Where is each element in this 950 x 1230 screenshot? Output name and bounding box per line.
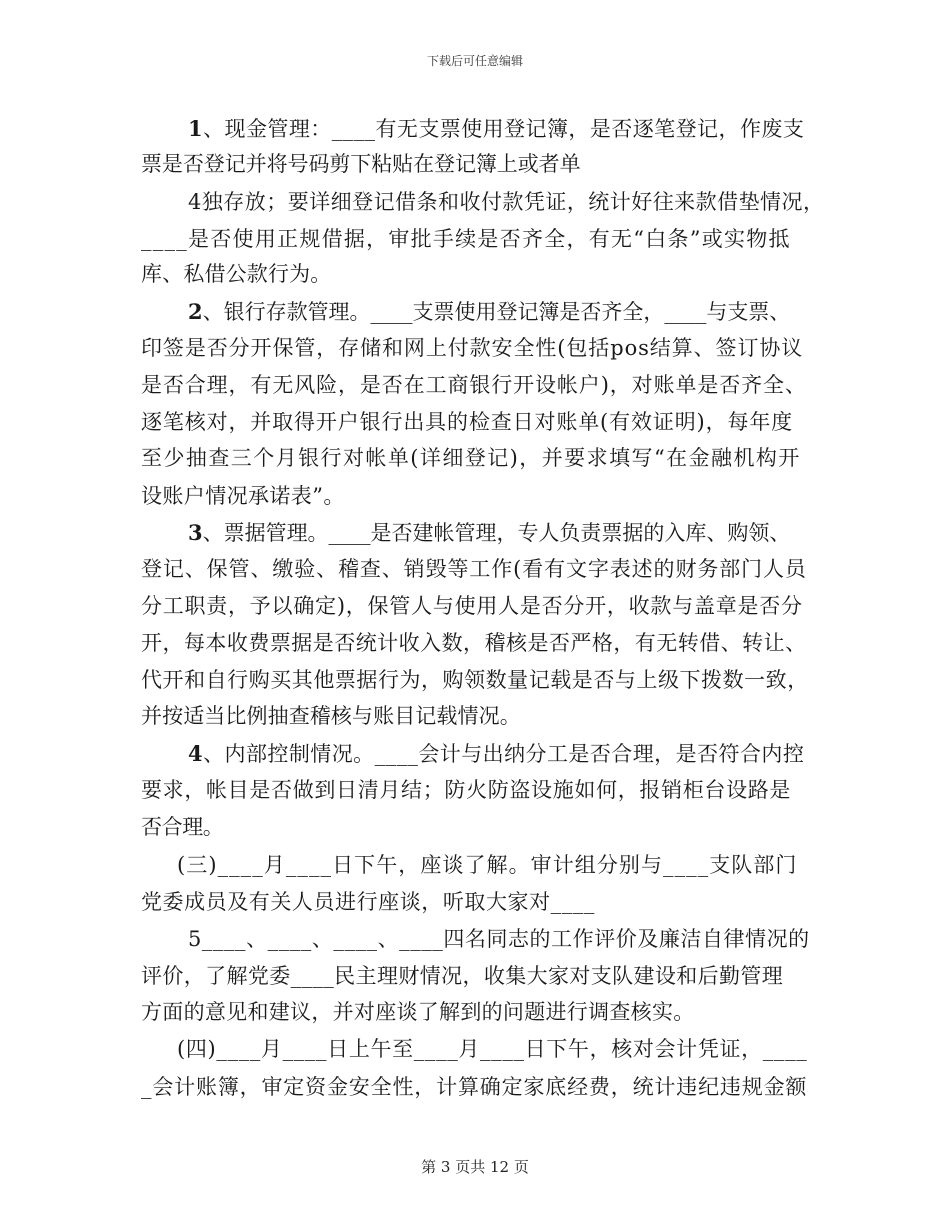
text-line	[141, 702, 521, 730]
line-text: 至少抽查三个月银行对帐单(详细登记)，并要求填写“在金融机构开	[141, 446, 801, 470]
line-text: 要求，帐目是否做到日清月结；防火防盗设施如何，报销柜台设路是	[141, 778, 792, 802]
text-line	[141, 962, 783, 990]
line-text: 、内部控制情况。____会计与出纳分工是否合理，是否符合内控	[203, 742, 805, 766]
line-text: 、现金管理：____有无支票使用登记簿，是否逐笔登记，作废支	[203, 117, 805, 141]
text-line	[141, 555, 807, 583]
line-text: 登记、保管、缴验、稽查、销毁等工作(看有文字表述的财务部门人员	[141, 557, 807, 581]
line-text: 是否合理，有无风险，是否在工商银行开设帐户)，对账单是否齐全、	[141, 373, 807, 397]
section-number: 1	[188, 116, 204, 141]
line-text: 印签是否分开保管，存储和网上付款安全性(包括pos结算、签订协议	[141, 336, 804, 360]
text-line	[141, 444, 801, 472]
line-text: 评价，了解党委____民主理财情况，收集大家对支队建设和后勤管理	[141, 964, 784, 988]
text-line	[188, 298, 790, 326]
section-number: 2	[188, 299, 203, 324]
text-line	[141, 629, 807, 657]
text-line	[141, 998, 695, 1026]
line-text: _会计账簿，审定资金安全性，计算确定家底经费，统计违纪违规金额	[141, 1075, 808, 1099]
line-text: 票是否登记并将号码剪下粘贴在登记簿上或者单	[141, 152, 581, 176]
text-line	[141, 334, 803, 362]
line-text: 党委成员及有关人员进行座谈，听取大家对____	[141, 890, 595, 914]
text-line	[141, 666, 809, 694]
section-number: 3	[188, 520, 203, 545]
text-line	[141, 225, 791, 253]
line-text: 、票据管理。____是否建帐管理，专人负责票据的入库、购领、	[202, 521, 791, 545]
line-text: 开，每本收费票据是否统计收入数，稽核是否严格，有无转借、转让、	[141, 631, 807, 655]
line-text: 、银行存款管理。____支票使用登记簿是否齐全，____与支票、	[202, 300, 791, 324]
line-text: 库、私借公款行为。	[141, 262, 332, 286]
text-line	[188, 519, 790, 547]
text-line	[141, 150, 581, 178]
page-footer: 第 3 页共 12 页	[421, 1158, 529, 1176]
line-text: 逐笔核对，并取得开户银行出具的检查日对账单(有效证明)，每年度	[141, 410, 794, 434]
text-line	[188, 925, 810, 953]
text-line	[141, 371, 807, 399]
text-line	[141, 592, 803, 620]
text-line	[141, 888, 595, 916]
text-line	[188, 740, 804, 768]
line-text: 分工职责，予以确定)，保管人与使用人是否分开，收款与盖章是否分	[141, 594, 803, 618]
line-text: 设账户情况承诺表”。	[141, 484, 345, 508]
text-line	[141, 260, 331, 288]
text-line	[188, 188, 824, 216]
text-line	[177, 851, 797, 879]
text-line	[141, 408, 793, 436]
line-text: 代开和自行购买其他票据行为，购领数量记载是否与上级下拨数一致，	[141, 668, 809, 692]
line-text: 4独存放；要详细登记借条和收付款凭证，统计好往来款借垫情况，	[188, 190, 825, 214]
line-text: 方面的意见和建议，并对座谈了解到的问题进行调查核实。	[141, 1000, 695, 1024]
line-text: (四)____月____日上午至____月____日下午，核对会计凭证，____	[177, 1037, 808, 1061]
text-line	[141, 1073, 807, 1101]
text-line	[141, 813, 223, 841]
section-number: 4	[188, 741, 204, 766]
text-line	[188, 115, 804, 143]
line-text: ____是否使用正规借据，审批手续是否齐全，有无“白条”或实物抵	[141, 227, 791, 251]
text-line	[141, 776, 791, 804]
line-text: 5____、____、____、____四名同志的工作评价及廉洁自律情况的	[188, 927, 810, 951]
line-text: 否合理。	[141, 815, 224, 839]
text-line	[177, 1035, 807, 1063]
line-text: 并按适当比例抽查稽核与账目记载情况。	[141, 704, 521, 728]
text-line	[141, 482, 345, 510]
line-text: (三)____月____日下午，座谈了解。审计组分别与____支队部门	[177, 853, 798, 877]
page-header: 下载后可任意编辑	[426, 54, 523, 68]
